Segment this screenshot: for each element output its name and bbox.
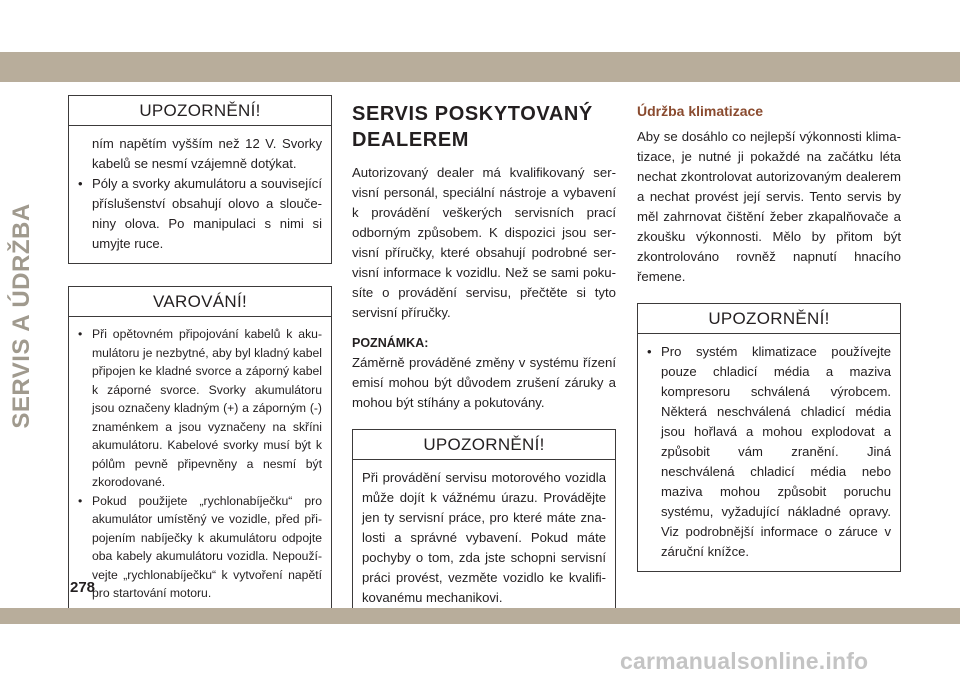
warning-box-varovani <box>68 286 332 613</box>
bullet-item: • Póly a svorky akumulátoru a související příslušenství obsahují olovo a sloučeniny olova. Po manipulaci s nimi si umyjte ruce. <box>78 174 322 254</box>
bullet-item: • Pro systém klimatizace používejte pouze chladicí média a maziva kompresoru schválená výrobcem. Některá neschválená chladicí média jsou hořlavá a mohou explodovat a způsobit vám zranění. Jiná neschválená chladicí média nebo maziva mohou způsobit poruchu systému, vyžadující nákladné opravy. Viz podrobnější informace o záruce v záruční knížce. <box>647 342 891 562</box>
section-heading: SERVIS POSKYTOVANÝ DEALEREM <box>352 103 593 151</box>
bullet-item: • Pokud použijete „rychlonabíječku“ pro akumulátor umístěný ve vozidle, před připojením nabíječky k akumulátoru odpojte oba kabely akumulátoru vozidla. Nepoužívejte „rychlonabíječku“ k vytvoření napětí pro startování motoru. <box>78 492 322 603</box>
warning-box-heading: UPOZORNĚNÍ! <box>638 304 900 334</box>
watermark-text: carmanualsonline.info <box>620 648 869 674</box>
page-number: 278 <box>70 579 96 596</box>
warning-box-klimatizace <box>637 303 901 572</box>
warning-box-upozorneni <box>68 95 332 264</box>
warning-text: Při provádění servisu motorového vozidla může dojít k vážnému úrazu. Provádějte jen ty servisní práce, pro které máte znalosti a správné vybavení. Pokud máte pochyby o tom, zda jste schopni servisní práci provést, vezměte vozidlo ke kvalifikovanému mechanikovi. <box>362 470 606 605</box>
warning-box-body <box>69 126 331 263</box>
section-paragraph: Autorizovaný dealer má kvalifikovaný servisní personál, speciální nástroje a vybavení k provádění veškerých servisních prací odborným způsobem. K dispozici jsou servisní příručky, které obsahují podrobné servisní informace k vozidlu. Než se sami pokusíte o provádění servisu, přečtěte si tyto servisní příručky. <box>352 165 616 320</box>
warning-box-heading: UPOZORNĚNÍ! <box>69 96 331 126</box>
column-middle <box>352 95 616 618</box>
note-text: Záměrně prováděné změny v systému řízení emisí mohou být důvodem zrušení záruky a mohou být stíhány a pokutovány. <box>352 355 616 410</box>
warning-box-service <box>352 429 616 618</box>
warning-box-body <box>638 334 900 571</box>
note-label: POZNÁMKA: <box>352 336 429 350</box>
subsection-heading: Údržba klimatizace <box>637 103 764 119</box>
subsection-paragraph: Aby se dosáhlo co nejlepší výkonnosti klimatizace, je nutné ji pokaždé na začátku léta nechat zkontrolovat autorizovaným dealerem a nechat provést její servis. Tento servis by měl zahrnovat čištění žeber zkapalňovače a zkoušku výkonnosti. Mělo by přitom být zkontrolováno rovněž napnutí hnacího řemene. <box>637 129 901 284</box>
warning-box-body <box>353 460 615 617</box>
header-band-area <box>0 0 960 88</box>
warning-box-body <box>69 317 331 612</box>
side-section-title-text: SERVIS A ÚDRŽBA <box>8 203 35 429</box>
continued-text: ním napětím vyšším než 12 V. Svorky kabelů se nesmí vzájemně dotýkat. <box>92 136 322 171</box>
column-right <box>637 95 901 572</box>
column-left <box>68 95 332 613</box>
bullet-item: • Při opětovném připojování kabelů k akumulátoru je nezbytné, aby byl kladný kabel připojen ke kladné svorce a záporný kabel k záporné svorce. Svorky akumulátoru jsou označeny kladným (+) a záporným (-) znaménkem a jsou vyznačeny na skříni akumulátoru. Kabelové svorky musí být k pólům pevně připevněny a nesmí být zkorodované. <box>78 325 322 492</box>
warning-box-heading: UPOZORNĚNÍ! <box>353 430 615 460</box>
footer-band <box>0 608 960 624</box>
warning-box-heading: VAROVÁNÍ! <box>69 287 331 317</box>
header-band <box>0 52 960 82</box>
